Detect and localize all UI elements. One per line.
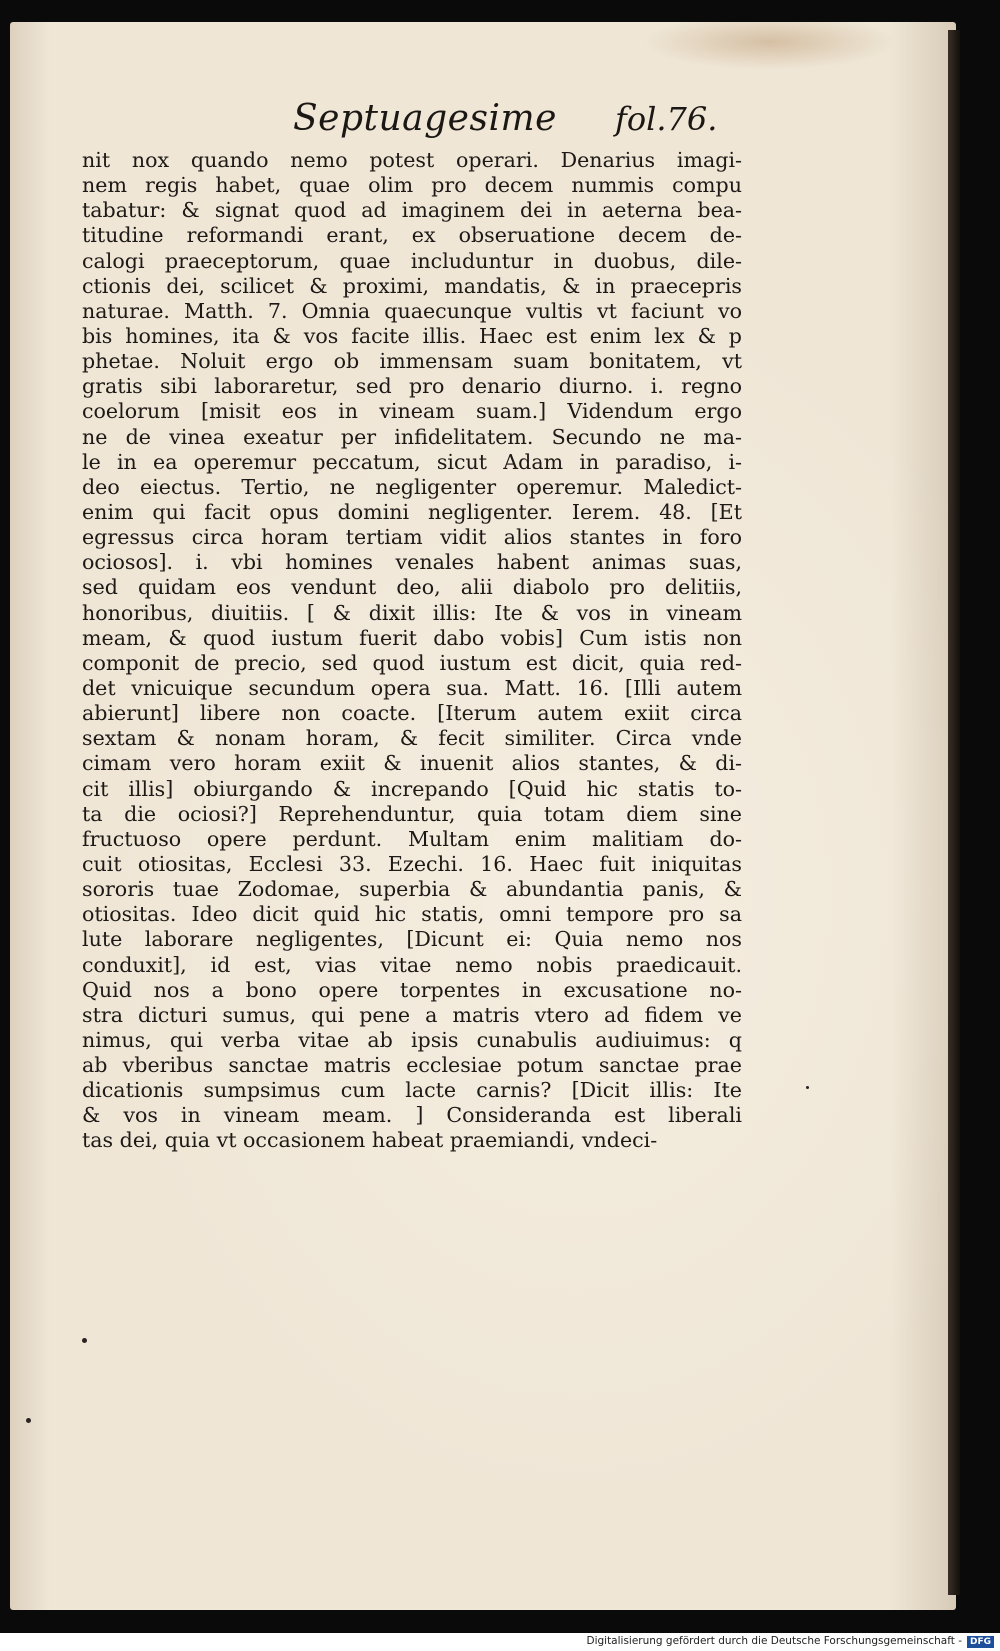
text-line: abierunt] libere non coacte. [Iterum autem exiit circa [82,701,742,726]
text-line: le in ea operemur peccatum, sicut Adam in paradiso, i- [82,449,742,474]
text-line: det vnicuique secundum opera sua. Matt. 16. [Illi autem [82,675,742,700]
text-line: bis homines, ita & vos facite illis. Haec est enim lex & p [82,323,742,348]
text-line: cit illis] obiurgando & increpando [Quid hic statis to- [82,776,742,801]
folio-number: fol.76. [615,100,718,138]
text-line: enim qui facit opus domini negligenter. Ierem. 48. [Et [82,499,742,524]
text-line: tas dei, quia vt occasionem habeat praemiandi, vndeci- [82,1128,658,1153]
text-line: titudine reformandi erant, ex obseruatione decem de- [82,223,742,248]
text-line: nimus, qui verba vitae ab ipsis cunabulis audiuimus: q [82,1027,742,1052]
text-line: lute laborare negligentes, [Dicunt ei: Quia nemo nos [82,927,742,952]
text-line: cimam vero horam exiit & inuenit alios stantes, & di- [82,751,742,776]
text-line: calogi praeceptorum, quae includuntur in duobus, dile- [82,248,742,273]
text-line: ne de vinea exeatur per infidelitatem. Secundo ne ma- [82,424,742,449]
text-line: Quid nos a bono opere torpentes in excusatione no- [82,977,742,1002]
text-line: sextam & nonam horam, & fecit similiter. Circa vnde [82,726,742,751]
text-line: conduxit], id est, vias vitae nemo nobis praedicauit. [82,952,742,977]
text-line: coelorum [misit eos in vineam suam.] Videndum ergo [82,399,742,424]
text-line: ctionis dei, scilicet & proximi, mandatis, & in praecepris [82,273,742,298]
text-line: cuit otiositas, Ecclesi 33. Ezechi. 16. Haec fuit iniquitas [82,851,742,876]
text-line: sororis tuae Zodomae, superbia & abundantia panis, & [82,877,742,902]
text-line: meam, & quod iustum fuerit dabo vobis] Cum istis non [82,625,742,650]
digitization-footer [0,1633,1000,1651]
text-line: honoribus, diuitiis. [ & dixit illis: Ite & vos in vineam [82,600,742,625]
ink-speck [82,1338,87,1343]
text-line: nit nox quando nemo potest operari. Denarius imagi- [82,148,742,172]
running-title: Septuagesime [293,98,557,139]
ink-speck [806,1086,809,1089]
book-edge [948,30,960,1595]
text-line: dicationis sumpsimus cum lacte carnis? [Dicit illis: Ite [82,1078,742,1103]
ink-speck [26,1418,31,1423]
text-line: ta die ociosi?] Reprehenduntur, quia totam diem sine [82,801,742,826]
text-line: ociosos]. i. vbi homines venales habent animas suas, [82,550,742,575]
text-line: sed quidam eos vendunt deo, alii diabolo pro delitiis, [82,575,742,600]
body-text [82,148,742,1154]
text-line: naturae. Matth. 7. Omnia quaecunque vultis vt faciunt vo [82,298,742,323]
page-header [275,98,755,148]
text-line: componit de precio, sed quod iustum est dicit, quia red- [82,650,742,675]
text-line: fructuoso opere perdunt. Multam enim malitiam do- [82,826,742,851]
text-line: phetae. Noluit ergo ob immensam suam bonitatem, vt [82,349,742,374]
funding-credit: Digitalisierung gefördert durch die Deutsche Forschungsgemeinschaft - [586,1635,962,1647]
text-line: stra dicturi sumus, qui pene a matris vtero ad fidem ve [82,1002,742,1027]
text-line: otiositas. Ideo dicit quid hic statis, omni tempore pro sa [82,902,742,927]
text-line: nem regis habet, quae olim pro decem nummis compu [82,173,742,198]
text-line: deo eiectus. Tertio, ne negligenter operemur. Maledict- [82,474,742,499]
dfg-logo: DFG [967,1636,994,1648]
text-line: gratis sibi laboraretur, sed pro denario diurno. i. regno [82,374,742,399]
text-line: tabatur: & signat quod ad imaginem dei in aeterna bea- [82,198,742,223]
text-line: ab vberibus sanctae matris ecclesiae potum sanctae prae [82,1053,742,1078]
text-line: & vos in vineam meam. ] Considerandа est liberali [82,1103,742,1128]
text-line: egressus circa horam tertiam vidit alios stantes in foro [82,525,742,550]
